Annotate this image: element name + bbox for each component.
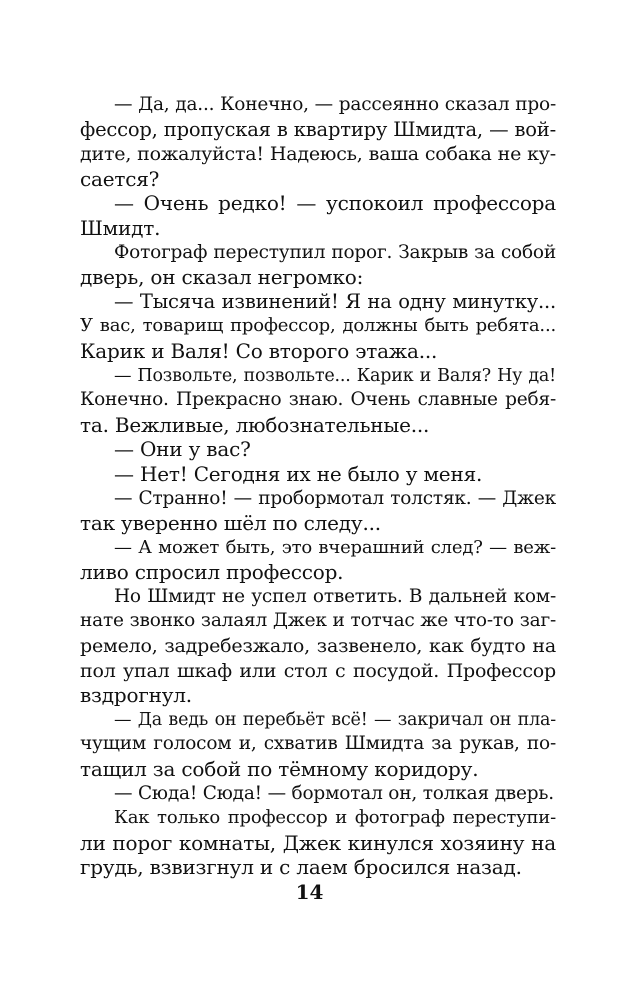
text-line: Шмидт. xyxy=(80,215,161,240)
text-line: дверь, он сказал негромко: xyxy=(80,265,364,290)
text-line: — Сюда! Сюда! — бормотал он, толкая дверь. xyxy=(114,782,554,804)
text-line: тащил за собой по тёмному коридору. xyxy=(80,757,479,782)
text-line: — Странно! — пробормотал толстяк. — Джек xyxy=(114,487,556,509)
text-line: так уверенно шёл по следу... xyxy=(80,511,381,536)
text-line: — Да, да... Конечно, — рассеянно сказал про- xyxy=(114,94,556,115)
text-line: — Нет! Сегодня их не было у меня. xyxy=(114,461,483,486)
page-text-block xyxy=(80,93,556,880)
text-line: Конечно. Прекрасно знаю. Очень славные ребя- xyxy=(80,389,556,411)
text-line: грудь, взвизгнул и с лаем бросился назад. xyxy=(80,855,522,880)
text-line: ремело, задребезжало, зазвенело, как будто на xyxy=(80,635,556,658)
text-line: — Да ведь он перебьёт всё! — закричал он пла- xyxy=(114,709,556,730)
text-line: ливо спросил профессор. xyxy=(80,560,344,585)
text-line: — Они у вас? xyxy=(114,437,251,462)
text-line: нате звонко залаял Джек и тотчас же что-то заг- xyxy=(80,610,556,632)
text-line: Карик и Валя! Со второго этажа... xyxy=(80,338,438,363)
text-line: вздрогнул. xyxy=(80,683,192,708)
text-line: ли порог комнаты, Джек кинулся хозяину на xyxy=(80,830,556,855)
text-line: Как только профессор и фотограф переступи- xyxy=(114,807,556,829)
text-line: — Позвольте, позвольте... Карик и Валя? Ну да! xyxy=(114,365,556,386)
text-line: пол упал шкаф или стол с посудой. Профессор xyxy=(80,659,556,682)
page-number: 14 xyxy=(295,880,324,904)
text-line: дите, пожалуйста! Надеюсь, ваша собака не ку- xyxy=(80,143,556,166)
text-line: — Тысяча извинений! Я на одну минутку... xyxy=(114,289,556,313)
text-line: — Очень редко! — успокоил профессора xyxy=(114,191,556,216)
text-line: сается? xyxy=(80,166,160,191)
text-line: — А может быть, это вчерашний след? — веж- xyxy=(114,536,556,558)
text-line: чущим голосом и, схватив Шмидта за рукав, по- xyxy=(80,733,556,755)
text-line: У вас, товарищ профессор, должны быть ребята... xyxy=(80,315,556,337)
text-line: Фотограф переступил порог. Закрыв за собой xyxy=(114,241,556,263)
text-line: та. Вежливые, любознательные... xyxy=(80,412,430,437)
text-line: Но Шмидт не успел ответить. В дальней ком- xyxy=(114,585,556,607)
text-line: фессор, пропуская в квартиру Шмидта, — вой- xyxy=(80,117,556,141)
